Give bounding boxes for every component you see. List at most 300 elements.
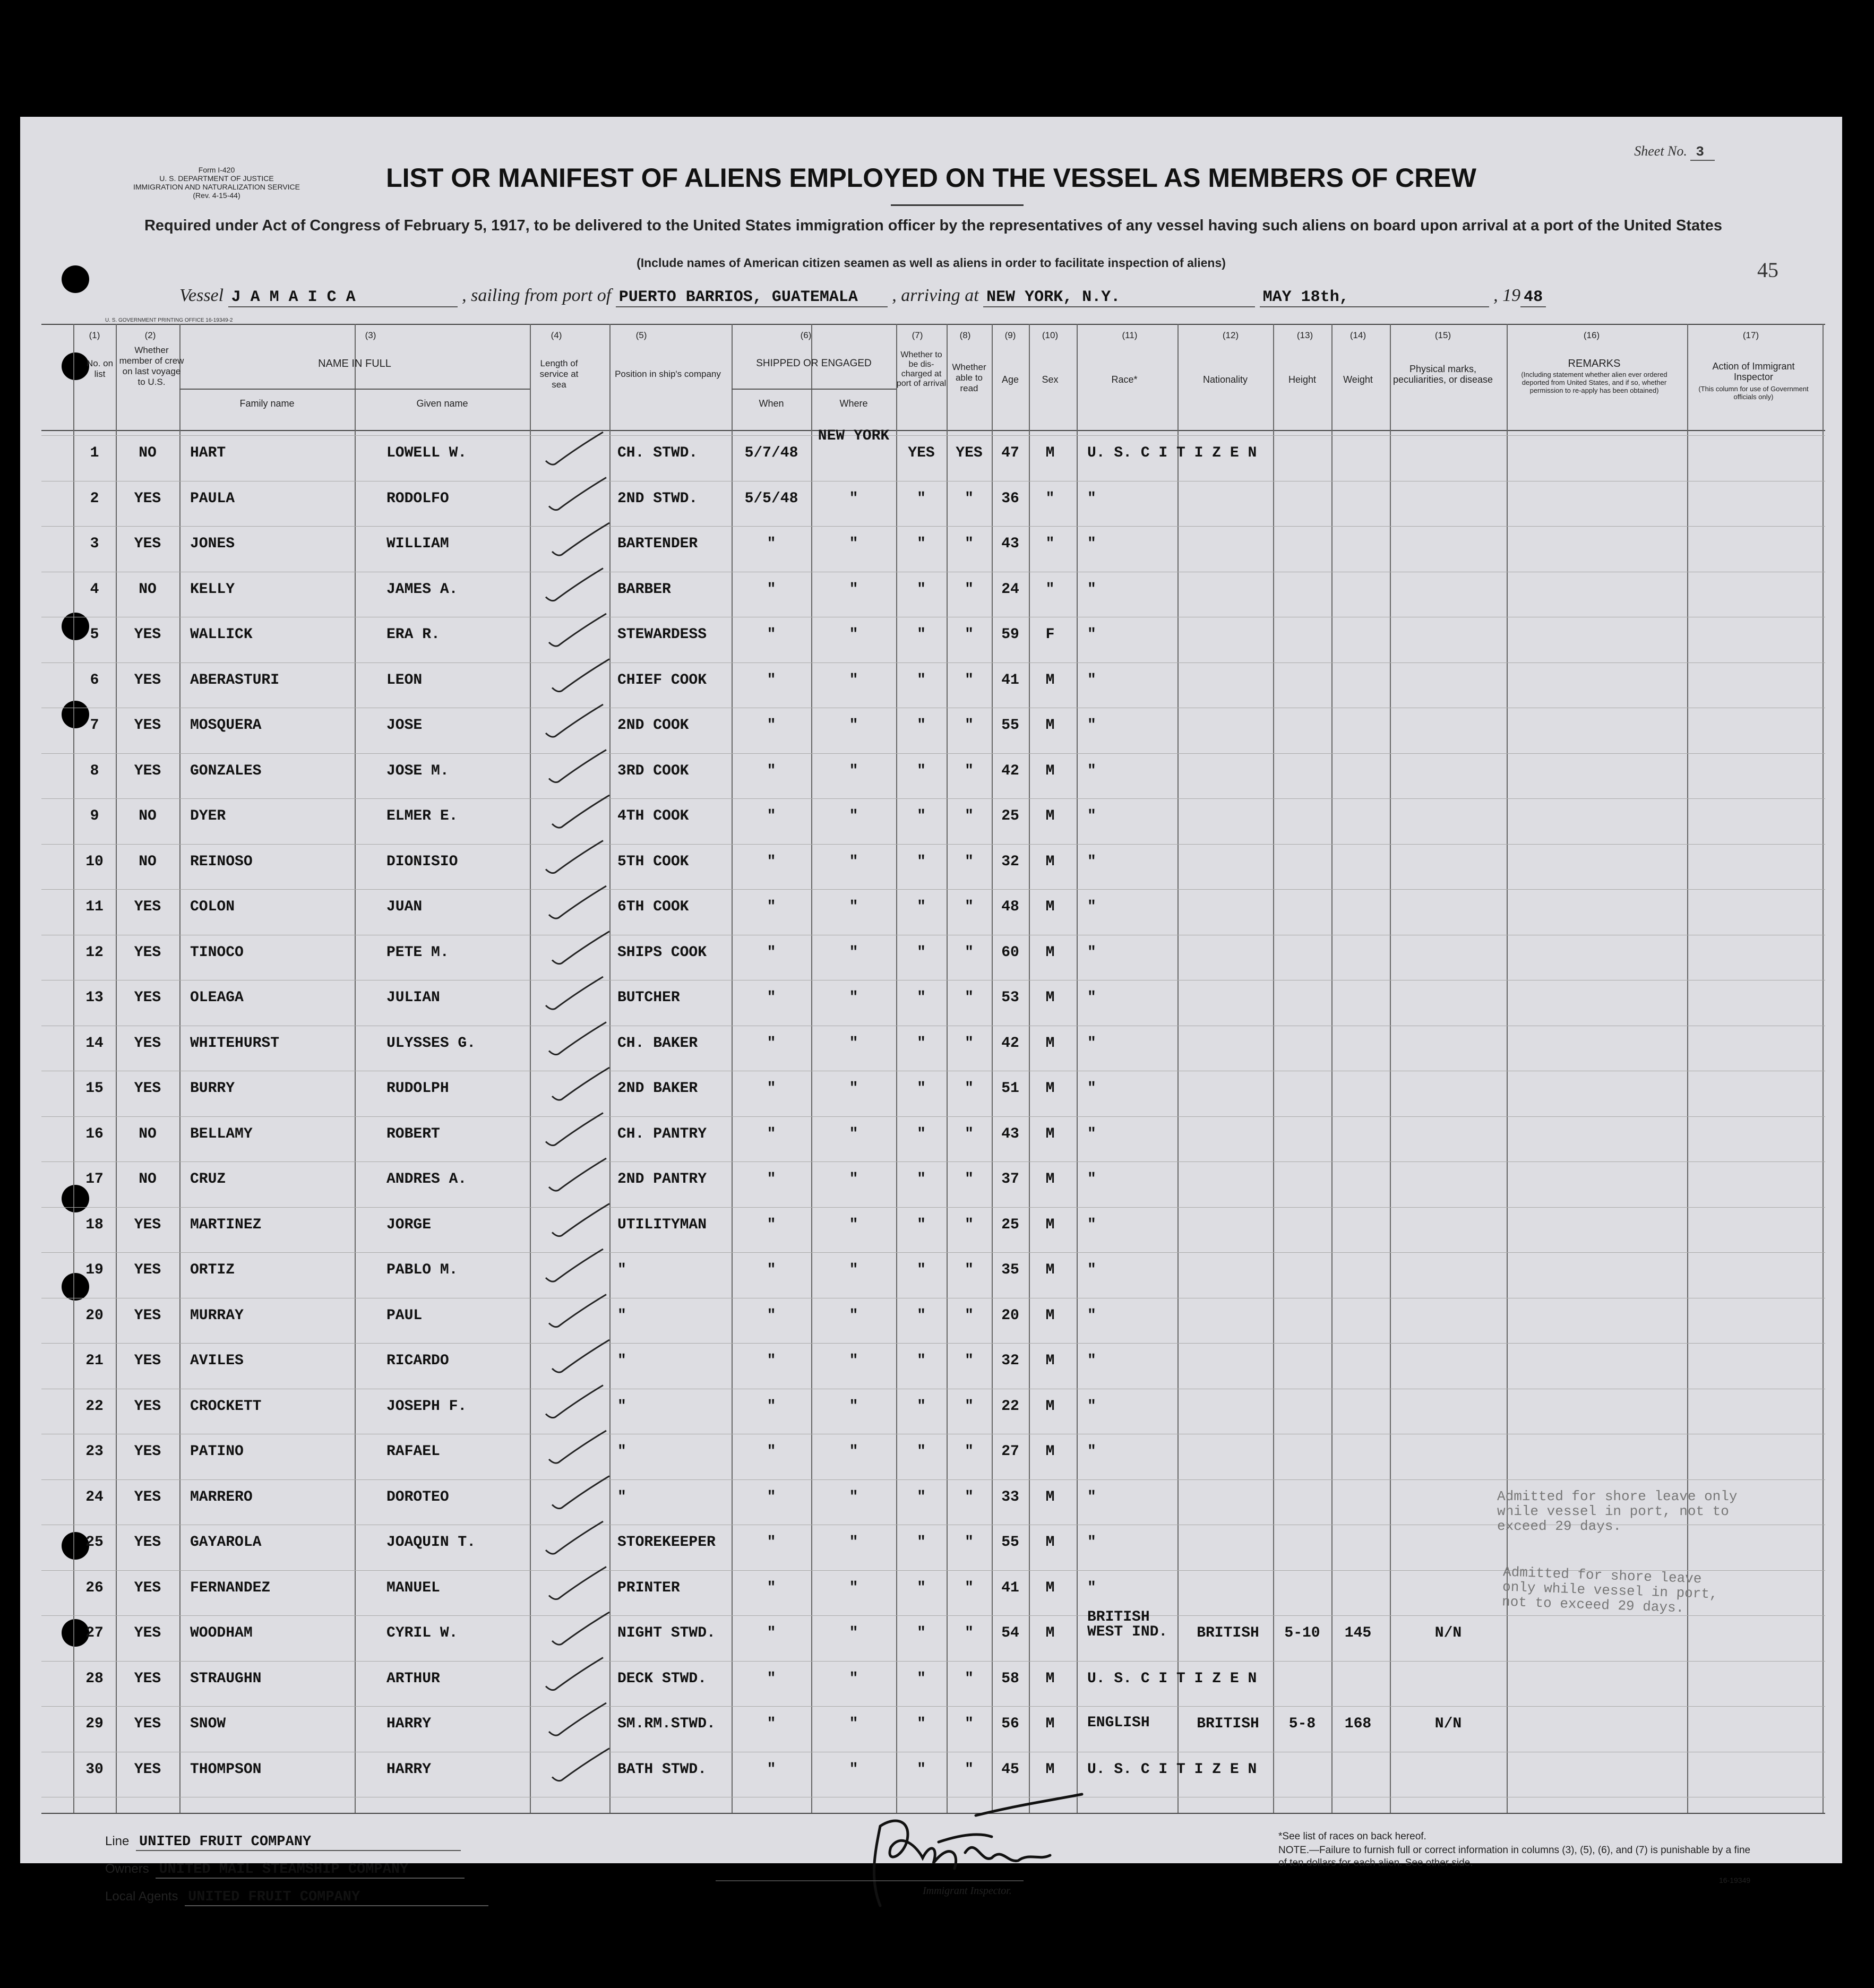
cell-race: ENGLISH xyxy=(1087,1715,1150,1731)
cell-able-read: " xyxy=(965,1443,974,1460)
cell-position: " xyxy=(617,1307,626,1324)
cell-age: 58 xyxy=(1001,1670,1019,1687)
header-discharged: Whether to be dis-charged at port of arrival xyxy=(896,350,947,388)
cell-family-name: GONZALES xyxy=(190,762,262,779)
cell-family-name: ABERASTURI xyxy=(190,672,280,689)
cell-where: " xyxy=(849,672,858,689)
cell-where: " xyxy=(849,1080,858,1097)
cell-age: 54 xyxy=(1001,1625,1019,1641)
header-physical: Physical marks, peculiarities, or disease xyxy=(1392,364,1493,385)
cell-able-read: " xyxy=(965,1125,974,1142)
cell-family-name: PAULA xyxy=(190,490,235,507)
cell-when: " xyxy=(767,717,776,734)
cell-given-name: ULYSSES G. xyxy=(386,1035,476,1052)
header-name-in-full: NAME IN FULL xyxy=(318,358,391,369)
check-mark xyxy=(552,1612,609,1645)
cell-able-read: " xyxy=(965,1579,974,1596)
cell-discharged: " xyxy=(917,1125,926,1142)
owners-label: Owners xyxy=(105,1862,149,1876)
cell-no: 9 xyxy=(90,808,99,824)
cell-age: 32 xyxy=(1001,853,1019,870)
cell-last-voyage: NO xyxy=(139,1125,157,1142)
cell-given-name: HARRY xyxy=(386,1761,432,1778)
col-num-11: (11) xyxy=(1122,330,1138,340)
cell-weight: 168 xyxy=(1344,1716,1372,1732)
cell-sex: M xyxy=(1045,1534,1055,1551)
cell-when: " xyxy=(767,1534,776,1551)
gpo-imprint: U. S. GOVERNMENT PRINTING OFFICE 16-19349-2 xyxy=(105,317,233,323)
cell-able-read: " xyxy=(965,1216,974,1233)
cell-age: 24 xyxy=(1001,581,1019,598)
check-mark xyxy=(549,1567,606,1599)
department: U. S. DEPARTMENT OF JUSTICE xyxy=(159,174,274,183)
check-mark xyxy=(549,614,606,646)
cell-last-voyage: YES xyxy=(134,1534,161,1551)
cell-given-name: RICARDO xyxy=(386,1353,449,1369)
cell-when: " xyxy=(767,1080,776,1097)
col-num-13: (13) xyxy=(1296,330,1313,340)
cell-sex: M xyxy=(1045,944,1055,961)
cell-family-name: MOSQUERA xyxy=(190,717,262,734)
cell-race: " xyxy=(1087,1262,1096,1278)
cell-able-read: " xyxy=(965,1398,974,1415)
check-mark xyxy=(552,795,609,828)
cell-position: CH. PANTRY xyxy=(617,1125,707,1142)
cell-sex: M xyxy=(1045,1216,1055,1233)
cell-able-read: " xyxy=(965,536,974,552)
agents-value: UNITED FRUIT COMPANY xyxy=(185,1889,488,1906)
port-label: , sailing from port of xyxy=(462,286,612,305)
cell-no: 6 xyxy=(90,672,99,689)
cell-when: 5/7/48 xyxy=(744,445,798,461)
cell-position: PRINTER xyxy=(617,1579,680,1596)
revision: (Rev. 4-15-44) xyxy=(193,191,240,200)
cell-able-read: " xyxy=(965,1307,974,1324)
cell-where: " xyxy=(849,853,858,870)
cell-last-voyage: YES xyxy=(134,1353,161,1369)
cell-sex: M xyxy=(1045,1488,1055,1505)
cell-race: " xyxy=(1087,899,1096,915)
cell-family-name: BURRY xyxy=(190,1080,235,1097)
cell-race: " xyxy=(1087,672,1096,689)
cell-no: 18 xyxy=(85,1216,104,1233)
cell-no: 15 xyxy=(85,1080,104,1097)
cell-where: " xyxy=(849,1398,858,1415)
col-num-7: (7) xyxy=(912,330,923,340)
arriving-label: , arriving at xyxy=(892,286,979,305)
col-num-5: (5) xyxy=(635,330,647,340)
cell-no: 16 xyxy=(85,1125,104,1142)
col-num-1: (1) xyxy=(89,330,100,340)
cell-family-name: HART xyxy=(190,445,226,461)
cell-no: 2 xyxy=(90,490,99,507)
arrival-port: NEW YORK, N.Y. xyxy=(983,288,1255,307)
cell-discharged: " xyxy=(917,1080,926,1097)
cell-no: 11 xyxy=(85,899,104,915)
check-mark xyxy=(549,886,606,918)
cell-age: 42 xyxy=(1001,762,1019,779)
header-remarks-note: (Including statement whether alien ever ordered deported from United States, and if so, whether permission to re-apply has been obtained) xyxy=(1521,371,1667,394)
cell-when: " xyxy=(767,581,776,598)
cell-able-read: " xyxy=(965,1353,974,1369)
cell-family-name: JONES xyxy=(190,536,235,552)
cell-last-voyage: YES xyxy=(134,762,161,779)
check-mark xyxy=(552,659,609,692)
check-mark xyxy=(552,1340,609,1372)
cell-discharged: " xyxy=(917,808,926,824)
cell-age: 60 xyxy=(1001,944,1019,961)
sheet-value: 3 xyxy=(1690,144,1715,161)
cell-given-name: RODOLFO xyxy=(386,490,449,507)
header-position: Position in ship's company xyxy=(615,369,721,379)
vessel-name: J A M A I C A xyxy=(228,288,458,307)
cell-when: " xyxy=(767,944,776,961)
cell-no: 20 xyxy=(85,1307,104,1324)
cell-able-read: " xyxy=(965,1035,974,1052)
cell-family-name: SNOW xyxy=(190,1716,226,1732)
cell-family-name: MARTINEZ xyxy=(190,1216,262,1233)
header-weight: Weight xyxy=(1343,374,1373,385)
subtitle: Required under Act of Congress of February 5, 1917, to be delivered to the United States immigration officer by the representatives of any vessel having such aliens on board upon arrival at a port of the United States xyxy=(144,217,1723,234)
cell-able-read: " xyxy=(965,1080,974,1097)
cell-position: " xyxy=(617,1353,626,1369)
cell-family-name: WALLICK xyxy=(190,626,253,643)
cell-last-voyage: YES xyxy=(134,672,161,689)
agents-field xyxy=(105,1889,488,1906)
cell-discharged: " xyxy=(917,1534,926,1551)
cell-no: 17 xyxy=(85,1171,104,1187)
cell-age: 43 xyxy=(1001,536,1019,552)
cell-last-voyage: YES xyxy=(134,536,161,552)
cell-able-read: " xyxy=(965,808,974,824)
cell-position: CH. STWD. xyxy=(617,445,698,461)
inspector-label: Immigrant Inspector. xyxy=(923,1885,1012,1897)
cell-nationality: BRITISH xyxy=(1197,1625,1259,1641)
cell-given-name: RAFAEL xyxy=(386,1443,440,1460)
cell-able-read: YES xyxy=(956,445,983,461)
cell-when: " xyxy=(767,899,776,915)
cell-able-read: " xyxy=(965,853,974,870)
cell-sex: M xyxy=(1045,717,1055,734)
check-mark xyxy=(549,1022,606,1055)
cell-race: " xyxy=(1087,717,1096,734)
form-number: Form I-420 xyxy=(198,166,235,174)
check-mark xyxy=(549,750,606,782)
cell-no: 7 xyxy=(90,717,99,734)
cell-able-read: " xyxy=(965,672,974,689)
cell-when: " xyxy=(767,1579,776,1596)
cell-where: " xyxy=(849,1353,858,1369)
line-field xyxy=(105,1834,461,1851)
cell-when: " xyxy=(767,1761,776,1778)
cell-sex: " xyxy=(1045,536,1055,552)
owners-value: UNITED MAIL STEAMSHIP COMPANY xyxy=(156,1862,465,1879)
arrival-date: MAY 18th, xyxy=(1260,288,1489,307)
cell-race: U. S. C I T I Z E N xyxy=(1087,1761,1257,1778)
cell-position: BARBER xyxy=(617,581,671,598)
cell-race: " xyxy=(1087,1216,1096,1233)
cell-weight: 145 xyxy=(1344,1625,1372,1641)
cell-given-name: PABLO M. xyxy=(386,1262,458,1278)
cell-family-name: AVILES xyxy=(190,1353,244,1369)
cell-family-name: ORTIZ xyxy=(190,1262,235,1278)
cell-able-read: " xyxy=(965,1171,974,1187)
col-num-17: (17) xyxy=(1742,330,1759,340)
sheet-label: Sheet No. xyxy=(1634,143,1687,159)
departure-port: PUERTO BARRIOS, GUATEMALA xyxy=(616,288,888,307)
cell-no: 22 xyxy=(85,1398,104,1415)
cell-discharged: " xyxy=(917,626,926,643)
arrival-year: 48 xyxy=(1520,288,1546,307)
cell-no: 4 xyxy=(90,581,99,598)
cell-position: 3RD COOK xyxy=(617,762,689,779)
service: IMMIGRATION AND NATURALIZATION SERVICE xyxy=(133,183,300,191)
cell-given-name: PAUL xyxy=(386,1307,423,1324)
cell-height: 5-8 xyxy=(1288,1716,1316,1732)
races-note: *See list of races on back hereof. xyxy=(1278,1831,1426,1842)
cell-sex: M xyxy=(1045,1353,1055,1369)
cell-sex: M xyxy=(1045,1080,1055,1097)
cell-sex: M xyxy=(1045,1398,1055,1415)
cell-discharged: " xyxy=(917,1761,926,1778)
cell-when: " xyxy=(767,1398,776,1415)
cell-position: 5TH COOK xyxy=(617,853,689,870)
cell-sex: M xyxy=(1045,1443,1055,1460)
header-family-name: Family name xyxy=(239,398,295,409)
cell-family-name: CROCKETT xyxy=(190,1398,262,1415)
cell-race: " xyxy=(1087,1398,1096,1415)
cell-where: NEW YORK xyxy=(818,428,890,444)
cell-position: CHIEF COOK xyxy=(617,672,707,689)
cell-able-read: " xyxy=(965,762,974,779)
cell-family-name: COLON xyxy=(190,899,235,915)
cell-no: 3 xyxy=(90,536,99,552)
check-mark xyxy=(546,1658,603,1690)
cell-given-name: ELMER E. xyxy=(386,808,458,824)
check-mark xyxy=(549,1295,606,1327)
cell-able-read: " xyxy=(965,1625,974,1641)
cell-no: 23 xyxy=(85,1443,104,1460)
cell-last-voyage: YES xyxy=(134,944,161,961)
cell-sex: M xyxy=(1045,808,1055,824)
cell-race: " xyxy=(1087,536,1096,552)
cell-discharged: " xyxy=(917,1398,926,1415)
cell-where: " xyxy=(849,1443,858,1460)
cell-last-voyage: YES xyxy=(134,1625,161,1641)
header-age: Age xyxy=(1001,374,1019,385)
cell-age: 42 xyxy=(1001,1035,1019,1052)
cell-physical: N/N xyxy=(1434,1716,1462,1732)
cell-no: 14 xyxy=(85,1035,104,1052)
cell-able-read: " xyxy=(965,989,974,1006)
cell-discharged: " xyxy=(917,490,926,507)
cell-age: 55 xyxy=(1001,1534,1019,1551)
col-num-12: (12) xyxy=(1222,330,1239,340)
cell-able-read: " xyxy=(965,626,974,643)
cell-where: " xyxy=(849,808,858,824)
cell-position: NIGHT STWD. xyxy=(617,1625,716,1641)
header-able-read: Whether able to read xyxy=(952,362,986,393)
line-label: Line xyxy=(105,1834,130,1848)
cell-family-name: FERNANDEZ xyxy=(190,1579,271,1596)
cell-where: " xyxy=(849,626,858,643)
cell-given-name: CYRIL W. xyxy=(386,1625,458,1641)
cell-when: " xyxy=(767,762,776,779)
header-action: Action of Immigrant Inspector xyxy=(1712,361,1795,382)
check-mark xyxy=(549,1703,606,1735)
check-mark xyxy=(546,1521,603,1554)
cell-position: 4TH COOK xyxy=(617,808,689,824)
cell-given-name: JOAQUIN T. xyxy=(386,1534,476,1551)
check-mark xyxy=(549,1158,606,1191)
cell-age: 27 xyxy=(1001,1443,1019,1460)
cell-where: " xyxy=(849,762,858,779)
cell-able-read: " xyxy=(965,1488,974,1505)
cell-last-voyage: NO xyxy=(139,581,157,598)
cell-age: 20 xyxy=(1001,1307,1019,1324)
cell-age: 53 xyxy=(1001,989,1019,1006)
cell-age: 25 xyxy=(1001,808,1019,824)
page-title: LIST OR MANIFEST OF ALIENS EMPLOYED ON THE VESSEL AS MEMBERS OF CREW xyxy=(386,163,1476,193)
check-mark xyxy=(546,704,603,737)
cell-given-name: ARTHUR xyxy=(386,1670,440,1687)
cell-family-name: CRUZ xyxy=(190,1171,226,1187)
cell-where: " xyxy=(849,899,858,915)
cell-discharged: " xyxy=(917,1262,926,1278)
cell-age: 51 xyxy=(1001,1080,1019,1097)
cell-sex: M xyxy=(1045,1262,1055,1278)
header-remarks: REMARKS xyxy=(1568,358,1621,369)
cell-where: " xyxy=(849,1307,858,1324)
cell-age: 59 xyxy=(1001,626,1019,643)
cell-no: 1 xyxy=(90,445,99,461)
cell-last-voyage: NO xyxy=(139,808,157,824)
cell-given-name: LEON xyxy=(386,672,423,689)
cell-sex: M xyxy=(1045,1307,1055,1324)
cell-discharged: " xyxy=(917,762,926,779)
cell-position: BATH STWD. xyxy=(617,1761,707,1778)
cell-when: " xyxy=(767,1171,776,1187)
check-mark xyxy=(552,1749,609,1781)
cell-able-read: " xyxy=(965,581,974,598)
cell-discharged: " xyxy=(917,717,926,734)
check-mark xyxy=(552,1476,609,1509)
cell-where: " xyxy=(849,1625,858,1641)
cell-where: " xyxy=(849,1216,858,1233)
cell-no: 30 xyxy=(85,1761,104,1778)
cell-position: " xyxy=(617,1443,626,1460)
cell-where: " xyxy=(849,944,858,961)
header-given-name: Given name xyxy=(416,398,468,409)
cell-given-name: RUDOLPH xyxy=(386,1080,449,1097)
check-mark xyxy=(552,1068,609,1100)
cell-given-name: JOSE xyxy=(386,717,423,734)
cell-race: " xyxy=(1087,581,1096,598)
cell-given-name: ANDRES A. xyxy=(386,1171,467,1187)
check-mark xyxy=(546,1113,603,1146)
col-num-6: (6) xyxy=(800,330,812,340)
cell-when: " xyxy=(767,1353,776,1369)
cell-last-voyage: NO xyxy=(139,1171,157,1187)
cell-family-name: OLEAGA xyxy=(190,989,244,1006)
inspector-signature xyxy=(816,1784,1114,1922)
header-action-note: (This column for use of Government officials only) xyxy=(1698,385,1809,401)
cell-last-voyage: YES xyxy=(134,1216,161,1233)
owners-field xyxy=(105,1862,465,1879)
cell-able-read: " xyxy=(965,1761,974,1778)
manifest-sheet xyxy=(20,117,1842,1905)
cell-able-read: " xyxy=(965,490,974,507)
cell-sex: M xyxy=(1045,1579,1055,1596)
col-num-4: (4) xyxy=(551,330,562,340)
cell-position: BUTCHER xyxy=(617,989,680,1006)
cell-position: 2ND COOK xyxy=(617,717,689,734)
cell-age: 45 xyxy=(1001,1761,1019,1778)
cell-position: " xyxy=(617,1262,626,1278)
cell-when: " xyxy=(767,1035,776,1052)
col-num-8: (8) xyxy=(959,330,971,340)
cell-given-name: MANUEL xyxy=(386,1579,440,1596)
cell-last-voyage: YES xyxy=(134,899,161,915)
cell-sex: " xyxy=(1045,490,1055,507)
check-mark xyxy=(552,932,609,964)
header-when: When xyxy=(759,398,784,409)
cell-sex: M xyxy=(1045,899,1055,915)
cell-age: 48 xyxy=(1001,899,1019,915)
cell-race: BRITISH WEST IND. xyxy=(1087,1609,1168,1640)
subtitle-note: (Include names of American citizen seamen as well as aliens in order to facilitate inspection of aliens) xyxy=(637,256,1226,270)
cell-no: 25 xyxy=(85,1534,104,1551)
cell-given-name: JUAN xyxy=(386,899,423,915)
cell-sex: M xyxy=(1045,1171,1055,1187)
cell-sex: F xyxy=(1045,626,1055,643)
form-code: 16-19349 xyxy=(1719,1876,1751,1884)
header-shipped-engaged: SHIPPED OR ENGAGED xyxy=(756,358,872,369)
cell-sex: M xyxy=(1045,1035,1055,1052)
cell-no: 10 xyxy=(85,853,104,870)
cell-age: 41 xyxy=(1001,1579,1019,1596)
cell-family-name: BELLAMY xyxy=(190,1125,253,1142)
cell-position: " xyxy=(617,1488,626,1505)
cell-family-name: KELLY xyxy=(190,581,235,598)
cell-discharged: " xyxy=(917,1443,926,1460)
cell-race: " xyxy=(1087,944,1096,961)
cell-no: 21 xyxy=(85,1353,104,1369)
inspector-rule xyxy=(716,1880,1024,1881)
cell-family-name: MARRERO xyxy=(190,1488,253,1505)
cell-no: 27 xyxy=(85,1625,104,1641)
cell-family-name: DYER xyxy=(190,808,226,824)
cell-last-voyage: YES xyxy=(134,1579,161,1596)
cell-age: 22 xyxy=(1001,1398,1019,1415)
cell-when: " xyxy=(767,1125,776,1142)
cell-given-name: PETE M. xyxy=(386,944,449,961)
check-mark xyxy=(546,1385,603,1418)
cell-discharged: YES xyxy=(908,445,935,461)
penalty-note: NOTE.—Failure to furnish full or correct information in columns (3), (5), (6), and (7) is punishable by a fine of ten dollars for each alien. See other side. xyxy=(1278,1845,1751,1869)
header-no-on-list: No. on list xyxy=(86,358,114,379)
col-num-10: (10) xyxy=(1042,330,1059,340)
cell-sex: " xyxy=(1045,581,1055,598)
cell-age: 47 xyxy=(1001,445,1019,461)
cell-no: 24 xyxy=(85,1488,104,1505)
col-num-15: (15) xyxy=(1434,330,1451,340)
remark-row-27: Admitted for shore leave only while vessel in port, not to exceed 29 days. xyxy=(1497,1488,1738,1534)
cell-last-voyage: YES xyxy=(134,1716,161,1732)
cell-where: " xyxy=(849,1579,858,1596)
cell-discharged: " xyxy=(917,1307,926,1324)
cell-last-voyage: YES xyxy=(134,490,161,507)
